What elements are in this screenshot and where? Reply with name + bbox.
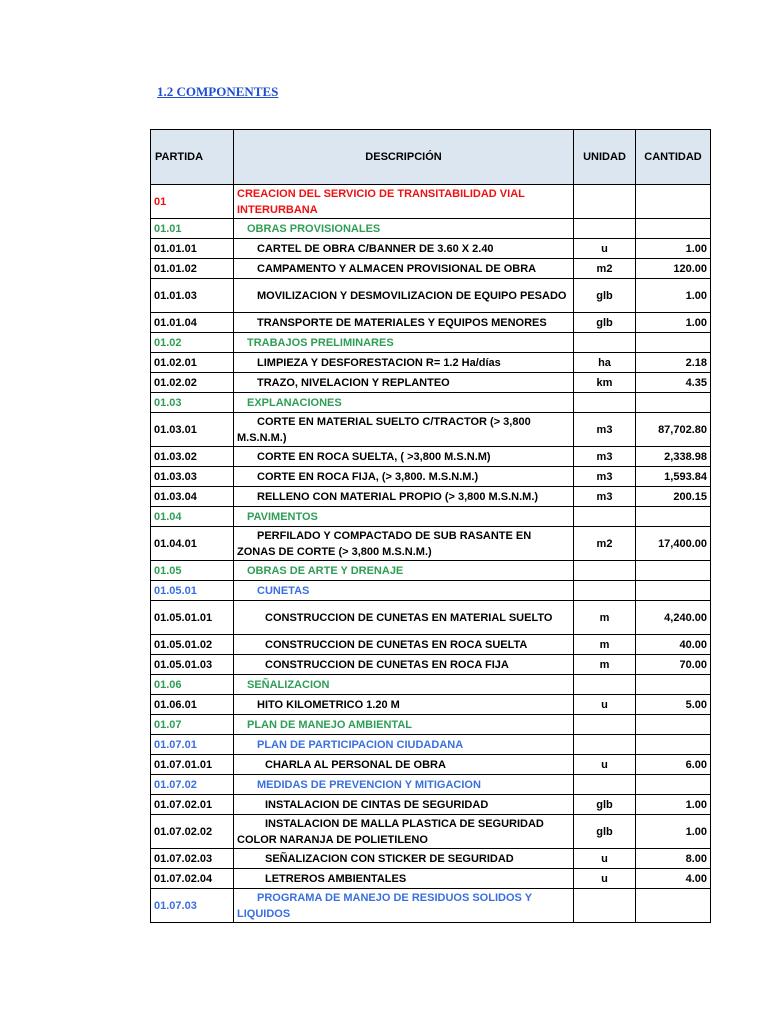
unit-cell: u — [574, 869, 636, 889]
description-text: CORTE EN ROCA SUELTA, ( >3,800 M.S.N.M) — [257, 450, 491, 463]
description-cell — [234, 239, 574, 259]
table-row — [151, 373, 711, 393]
header-partida: PARTIDA — [151, 130, 234, 185]
description-text: CARTEL DE OBRA C/BANNER DE 3.60 X 2.40 — [257, 242, 494, 255]
partida-code: 01.05.01 — [151, 581, 234, 601]
description-cell — [234, 487, 574, 507]
description-cell — [234, 715, 574, 735]
description-cell — [234, 447, 574, 467]
description-cell — [234, 413, 574, 447]
table-row — [151, 353, 711, 373]
partida-code: 01.07.02.02 — [151, 815, 234, 849]
description-cell — [234, 527, 574, 561]
description-text: TRAZO, NIVELACION Y REPLANTEO — [257, 376, 450, 389]
quantity-cell: 1.00 — [636, 313, 711, 333]
description-cell — [234, 467, 574, 487]
header-unidad: UNIDAD — [574, 130, 636, 185]
header-descripcion: DESCRIPCIÓN — [234, 130, 574, 185]
quantity-cell: 4.35 — [636, 373, 711, 393]
partida-code: 01.01.04 — [151, 313, 234, 333]
quantity-cell: 4.00 — [636, 869, 711, 889]
table-row — [151, 849, 711, 869]
unit-cell: glb — [574, 279, 636, 313]
description-text: PERFILADO Y COMPACTADO DE SUB RASANTE EN ZONAS DE CORTE (> 3,800 M.S.N.M.) — [237, 529, 532, 558]
description-cell — [234, 353, 574, 373]
description-text: CORTE EN ROCA FIJA, (> 3,800. M.S.N.M.) — [257, 470, 479, 483]
description-cell — [234, 735, 574, 755]
unit-cell: m — [574, 655, 636, 675]
unit-cell: glb — [574, 795, 636, 815]
partida-code: 01.04 — [151, 507, 234, 527]
partida-code: 01.01 — [151, 219, 234, 239]
quantity-cell: 1.00 — [636, 815, 711, 849]
quantity-cell: 1,593.84 — [636, 467, 711, 487]
quantity-cell: 1.00 — [636, 239, 711, 259]
partida-code: 01.02.02 — [151, 373, 234, 393]
description-cell — [234, 775, 574, 795]
quantity-cell: 6.00 — [636, 755, 711, 775]
description-text: OBRAS PROVISIONALES — [247, 222, 381, 235]
partida-code: 01.07.02.03 — [151, 849, 234, 869]
description-text: INSTALACION DE MALLA PLASTICA DE SEGURIDAD COLOR NARANJA DE POLIETILENO — [237, 817, 544, 846]
table-row — [151, 675, 711, 695]
description-text: CHARLA AL PERSONAL DE OBRA — [265, 758, 446, 771]
unit-cell — [574, 507, 636, 527]
quantity-cell — [636, 185, 711, 219]
unit-cell — [574, 393, 636, 413]
table-body — [151, 185, 711, 923]
quantity-cell — [636, 507, 711, 527]
components-table — [150, 129, 711, 923]
partida-code: 01.07.01.01 — [151, 755, 234, 775]
partida-code: 01.02 — [151, 333, 234, 353]
description-text: TRANSPORTE DE MATERIALES Y EQUIPOS MENORES — [257, 316, 547, 329]
table-row — [151, 313, 711, 333]
table-row — [151, 889, 711, 923]
quantity-cell: 1.00 — [636, 795, 711, 815]
unit-cell — [574, 219, 636, 239]
table-row — [151, 447, 711, 467]
unit-cell: m3 — [574, 413, 636, 447]
unit-cell: km — [574, 373, 636, 393]
table-row — [151, 735, 711, 755]
quantity-cell: 120.00 — [636, 259, 711, 279]
description-cell — [234, 313, 574, 333]
table-row — [151, 561, 711, 581]
table-row — [151, 239, 711, 259]
description-cell — [234, 889, 574, 923]
description-text: MEDIDAS DE PREVENCION Y MITIGACION — [257, 778, 481, 791]
section-heading: 1.2 COMPONENTES — [157, 84, 279, 99]
quantity-cell — [636, 675, 711, 695]
table-row — [151, 601, 711, 635]
unit-cell — [574, 675, 636, 695]
partida-code: 01.07.03 — [151, 889, 234, 923]
table-row — [151, 527, 711, 561]
description-cell — [234, 333, 574, 353]
partida-code: 01.07.02 — [151, 775, 234, 795]
description-text: SEÑALIZACION — [247, 678, 330, 691]
description-text: RELLENO CON MATERIAL PROPIO (> 3,800 M.S.N.M.) — [257, 490, 539, 503]
unit-cell: u — [574, 755, 636, 775]
quantity-cell: 200.15 — [636, 487, 711, 507]
unit-cell: u — [574, 695, 636, 715]
table-row — [151, 219, 711, 239]
description-text: PAVIMENTOS — [247, 510, 318, 523]
quantity-cell: 40.00 — [636, 635, 711, 655]
unit-cell: m — [574, 635, 636, 655]
header-cantidad: CANTIDAD — [636, 130, 711, 185]
table-row — [151, 279, 711, 313]
quantity-cell: 17,400.00 — [636, 527, 711, 561]
quantity-cell — [636, 393, 711, 413]
description-cell — [234, 185, 574, 219]
partida-code: 01.03 — [151, 393, 234, 413]
unit-cell — [574, 185, 636, 219]
description-text: CONSTRUCCION DE CUNETAS EN MATERIAL SUELTO — [265, 611, 553, 624]
partida-code: 01.05 — [151, 561, 234, 581]
description-cell — [234, 695, 574, 715]
description-cell — [234, 279, 574, 313]
partida-code: 01.01.01 — [151, 239, 234, 259]
table-row — [151, 715, 711, 735]
quantity-cell — [636, 581, 711, 601]
unit-cell — [574, 561, 636, 581]
unit-cell: u — [574, 239, 636, 259]
description-cell — [234, 581, 574, 601]
quantity-cell — [636, 561, 711, 581]
description-text: CONSTRUCCION DE CUNETAS EN ROCA SUELTA — [265, 638, 528, 651]
description-text: PLAN DE MANEJO AMBIENTAL — [247, 718, 412, 731]
partida-code: 01.03.02 — [151, 447, 234, 467]
partida-code: 01.07.02.04 — [151, 869, 234, 889]
unit-cell — [574, 715, 636, 735]
unit-cell: m2 — [574, 527, 636, 561]
partida-code: 01.06.01 — [151, 695, 234, 715]
description-text: CONSTRUCCION DE CUNETAS EN ROCA FIJA — [265, 658, 509, 671]
description-cell — [234, 561, 574, 581]
description-text: CREACION DEL SERVICIO DE TRANSITABILIDAD VIAL INTERURBANA — [237, 187, 525, 216]
description-text: TRABAJOS PRELIMINARES — [247, 336, 394, 349]
table-row — [151, 507, 711, 527]
partida-code: 01.03.01 — [151, 413, 234, 447]
unit-cell: glb — [574, 313, 636, 333]
quantity-cell — [636, 775, 711, 795]
description-text: LIMPIEZA Y DESFORESTACION R= 1.2 Ha/días — [257, 356, 501, 369]
description-cell — [234, 601, 574, 635]
unit-cell: m3 — [574, 447, 636, 467]
unit-cell — [574, 735, 636, 755]
table-row — [151, 259, 711, 279]
description-text: SEÑALIZACION CON STICKER DE SEGURIDAD — [265, 852, 514, 865]
quantity-cell: 4,240.00 — [636, 601, 711, 635]
table-row — [151, 815, 711, 849]
unit-cell — [574, 889, 636, 923]
quantity-cell: 2.18 — [636, 353, 711, 373]
description-text: CUNETAS — [257, 584, 310, 597]
table-row — [151, 393, 711, 413]
table-row — [151, 755, 711, 775]
table-row — [151, 655, 711, 675]
unit-cell: ha — [574, 353, 636, 373]
table-row — [151, 467, 711, 487]
partida-code: 01.07 — [151, 715, 234, 735]
table-row — [151, 775, 711, 795]
description-text: INSTALACION DE CINTAS DE SEGURIDAD — [265, 798, 489, 811]
description-cell — [234, 795, 574, 815]
unit-cell — [574, 775, 636, 795]
table-row — [151, 413, 711, 447]
table-row — [151, 695, 711, 715]
partida-code: 01.04.01 — [151, 527, 234, 561]
unit-cell: m3 — [574, 467, 636, 487]
unit-cell: m — [574, 601, 636, 635]
unit-cell — [574, 581, 636, 601]
table-row — [151, 869, 711, 889]
quantity-cell: 70.00 — [636, 655, 711, 675]
description-text: HITO KILOMETRICO 1.20 M — [257, 698, 400, 711]
partida-code: 01.07.01 — [151, 735, 234, 755]
quantity-cell — [636, 219, 711, 239]
description-cell — [234, 635, 574, 655]
table-row — [151, 581, 711, 601]
partida-code: 01.01.02 — [151, 259, 234, 279]
partida-code: 01.02.01 — [151, 353, 234, 373]
partida-code: 01.05.01.02 — [151, 635, 234, 655]
partida-code: 01.01.03 — [151, 279, 234, 313]
partida-code: 01.03.04 — [151, 487, 234, 507]
description-cell — [234, 655, 574, 675]
quantity-cell: 87,702.80 — [636, 413, 711, 447]
description-text: PLAN DE PARTICIPACION CIUDADANA — [257, 738, 464, 751]
unit-cell: m3 — [574, 487, 636, 507]
quantity-cell — [636, 715, 711, 735]
description-cell — [234, 849, 574, 869]
description-text: CAMPAMENTO Y ALMACEN PROVISIONAL DE OBRA — [257, 262, 537, 275]
description-text: MOVILIZACION Y DESMOVILIZACION DE EQUIPO PESADO — [257, 289, 567, 302]
description-text: PROGRAMA DE MANEJO DE RESIDUOS SOLIDOS Y LIQUIDOS — [237, 891, 532, 920]
quantity-cell — [636, 889, 711, 923]
quantity-cell: 5.00 — [636, 695, 711, 715]
partida-code: 01.05.01.01 — [151, 601, 234, 635]
description-cell — [234, 259, 574, 279]
description-text: EXPLANACIONES — [247, 396, 342, 409]
partida-code: 01.07.02.01 — [151, 795, 234, 815]
unit-cell — [574, 333, 636, 353]
description-cell — [234, 755, 574, 775]
quantity-cell: 2,338.98 — [636, 447, 711, 467]
table-row — [151, 333, 711, 353]
description-cell — [234, 675, 574, 695]
description-cell — [234, 219, 574, 239]
quantity-cell: 8.00 — [636, 849, 711, 869]
description-cell — [234, 373, 574, 393]
unit-cell: m2 — [574, 259, 636, 279]
partida-code: 01.03.03 — [151, 467, 234, 487]
unit-cell: glb — [574, 815, 636, 849]
description-text: LETREROS AMBIENTALES — [265, 872, 407, 885]
description-cell — [234, 869, 574, 889]
unit-cell: u — [574, 849, 636, 869]
description-cell — [234, 815, 574, 849]
description-cell — [234, 393, 574, 413]
quantity-cell — [636, 333, 711, 353]
description-cell — [234, 507, 574, 527]
partida-code: 01 — [151, 185, 234, 219]
table-row — [151, 795, 711, 815]
table-row — [151, 487, 711, 507]
table-row — [151, 185, 711, 219]
quantity-cell: 1.00 — [636, 279, 711, 313]
partida-code: 01.05.01.03 — [151, 655, 234, 675]
description-text: OBRAS DE ARTE Y DRENAJE — [247, 564, 404, 577]
partida-code: 01.06 — [151, 675, 234, 695]
table-header-row — [151, 130, 711, 185]
table-row — [151, 635, 711, 655]
quantity-cell — [636, 735, 711, 755]
description-text: CORTE EN MATERIAL SUELTO C/TRACTOR (> 3,800 M.S.N.M.) — [237, 415, 531, 444]
